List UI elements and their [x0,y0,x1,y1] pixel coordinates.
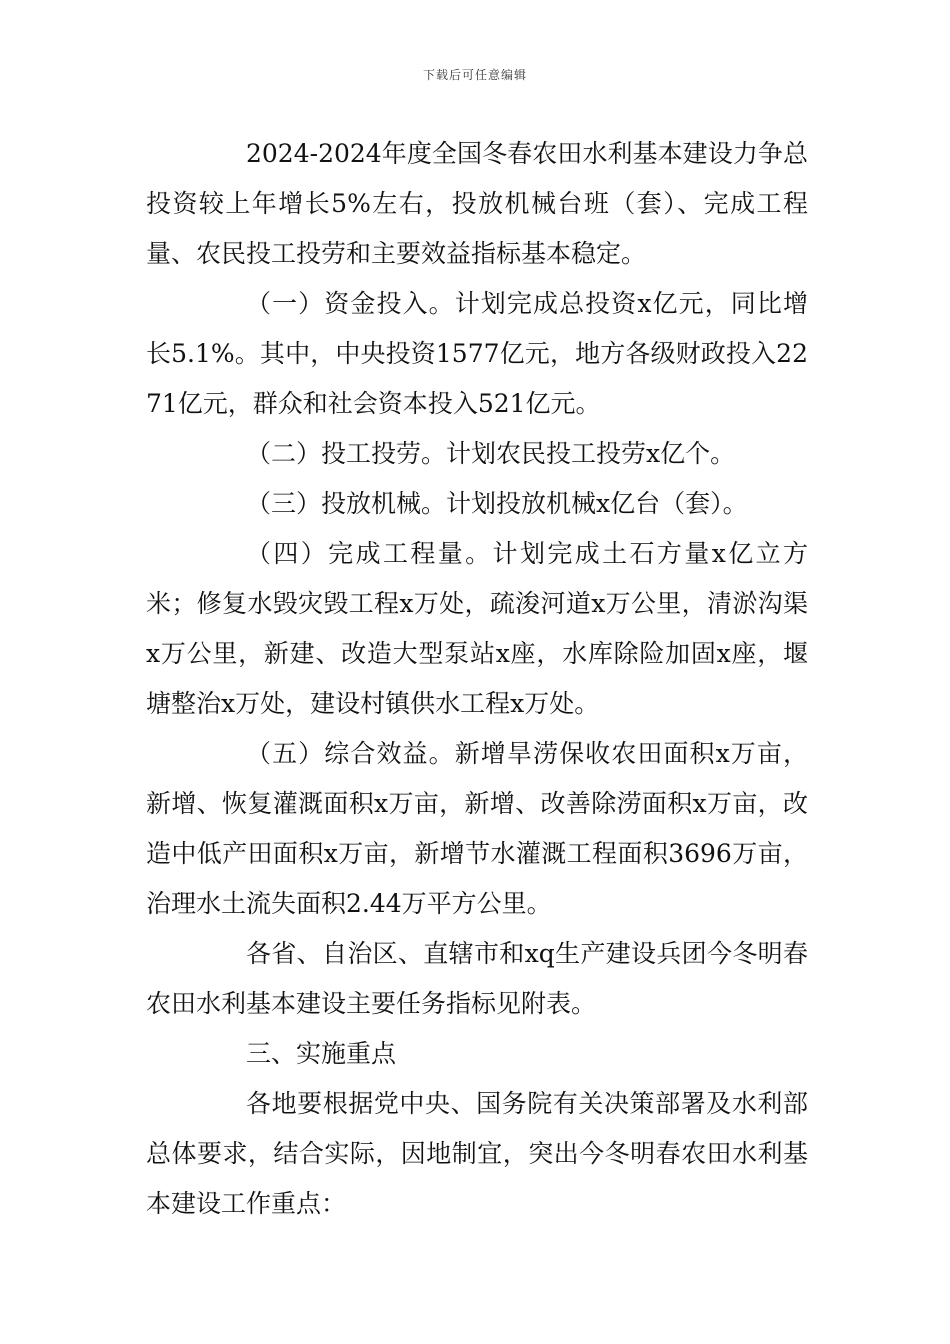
paragraph-engineering-volume: （四）完成工程量。计划完成土石方量x亿立方米；修复水毁灾毁工程x万处，疏浚河道x万公里，清淤沟渠x万公里，新建、改造大型泵站x座，水库除险加固x座，堰塘整治x万处，建设村镇供水工程x万处。 [146,539,808,718]
paragraph-machinery: （三）投放机械。计划投放机械x亿台（套）。 [246,489,748,518]
paragraph-investment-goal: 2024-2024年度全国冬春农田水利基本建设力争总投资较上年增长5%左右，投放机械台班（套）、完成工程量、农民投工投劳和主要效益指标基本稳定。 [146,139,808,268]
paragraph-implementation-intro: 各地要根据党中央、国务院有关决策部署及水利部总体要求，结合实际，因地制宜，突出今冬明春农田水利基本建设工作重点： [146,1089,808,1218]
header-note: 下载后可任意编辑 [422,68,527,82]
document-body [146,129,808,1229]
section-heading-implementation-focus: 三、实施重点 [246,1039,397,1068]
paragraph-labor-input: （二）投工投劳。计划农民投工投劳x亿个。 [246,439,736,468]
paragraph-capital-input: （一）资金投入。计划完成总投资x亿元，同比增长5.1%。其中，中央投资1577亿元，地方各级财政投入2271亿元，群众和社会资本投入521亿元。 [146,289,808,418]
paragraph-attachment-note: 各省、自治区、直辖市和xq生产建设兵团今冬明春农田水利基本建设主要任务指标见附表。 [146,939,808,1018]
paragraph-overall-benefits: （五）综合效益。新增旱涝保收农田面积x万亩，新增、恢复灌溉面积x万亩，新增、改善除涝面积x万亩，改造中低产田面积x万亩，新增节水灌溉工程面积3696万亩，治理水土流失面积2.44万平方公里。 [146,739,808,918]
